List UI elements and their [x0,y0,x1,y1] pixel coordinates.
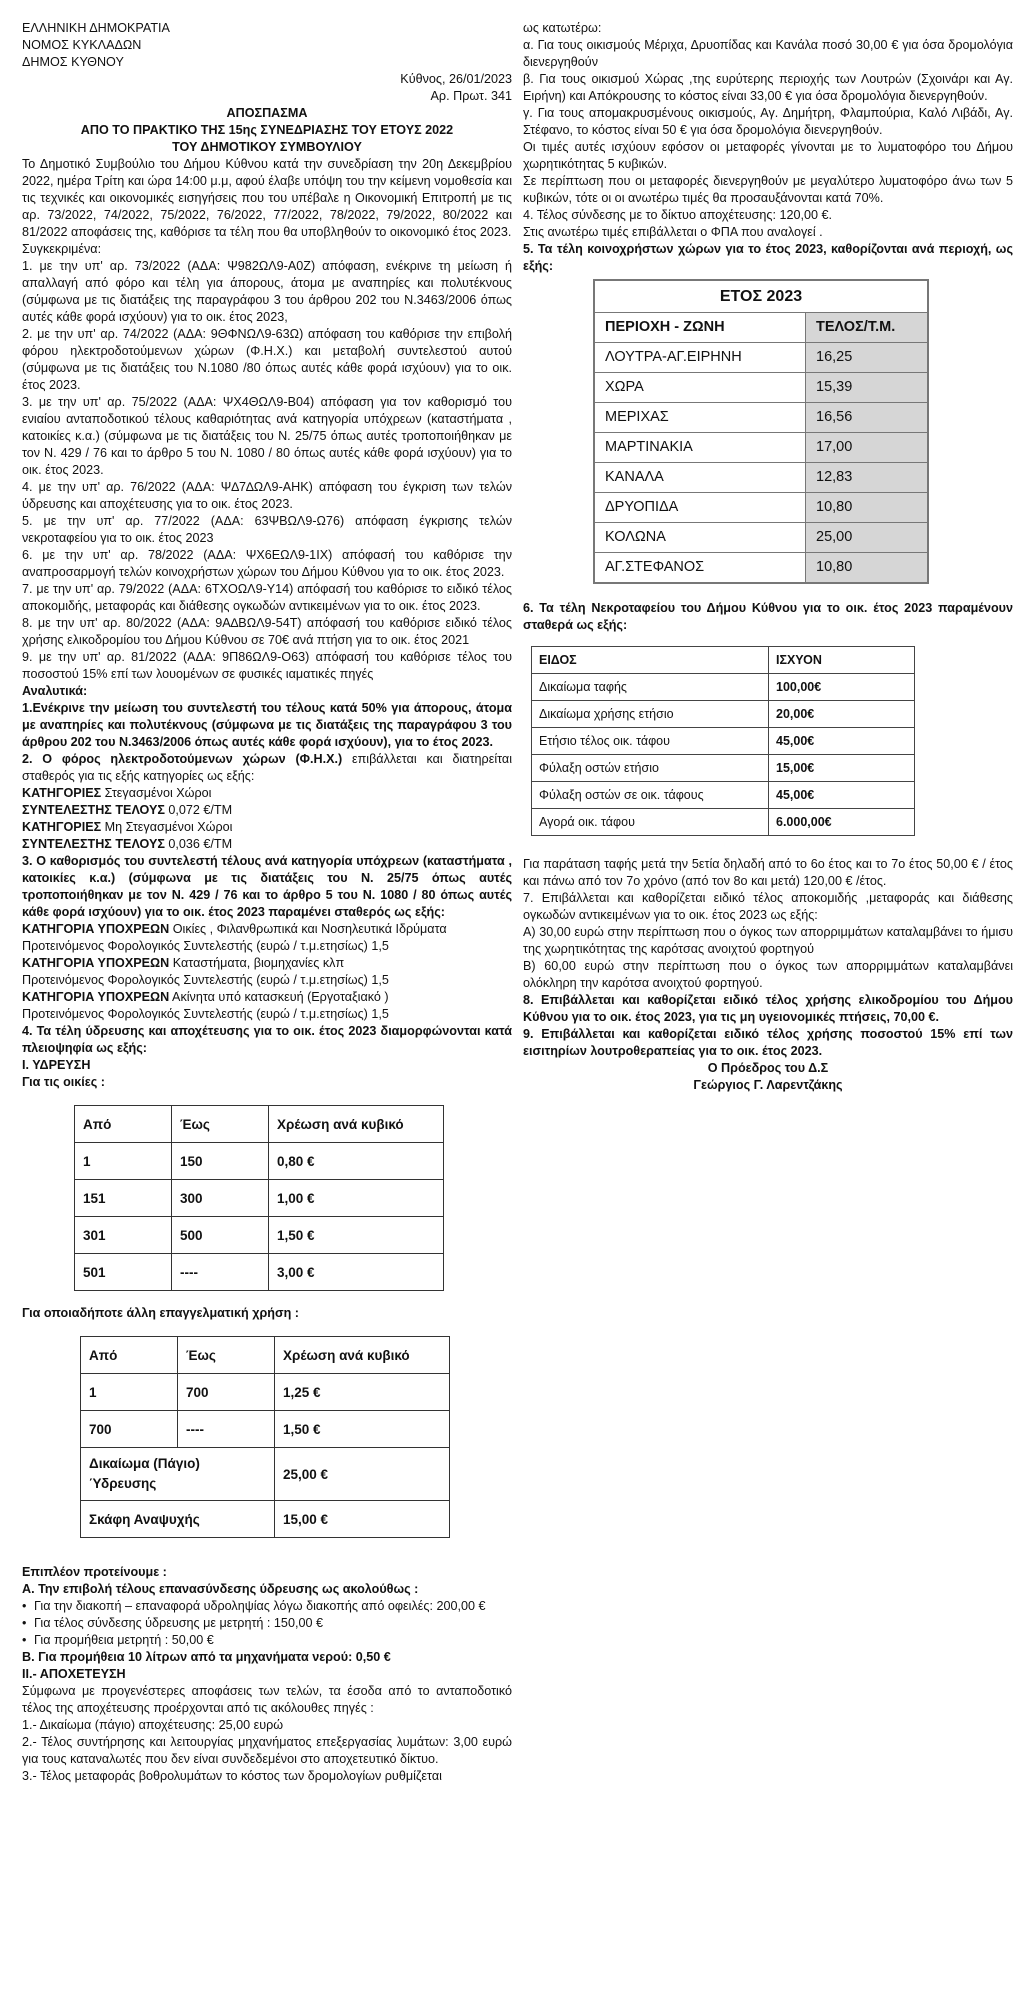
category-line [22,785,512,802]
area-fee: 12,83 [806,463,929,493]
common-areas-table [593,279,929,584]
table-row [594,553,928,584]
water-heading: Ι. ΥΔΡΕΥΣΗ [22,1058,91,1072]
sewer-route-b: β. Για τους οικισμού Χώρας ,της ευρύτερης περιοχής των Λουτρών (Σχοινάρι και Αγ. Ειρήνη) και Απόκρουσης το κόστος είναι 33,00 € για όσα δρομολόγια διενεργηθούν. [523,72,1013,103]
table-row [532,782,915,809]
table-row [594,343,928,373]
reconnect-item: • Για την διακοπή – επαναφορά υδροληψίας λόγω διακοπής από οφειλές: 200,00 € [22,1598,512,1615]
table-header-cell: Χρέωση ανά κυβικό [269,1106,444,1143]
area-name: ΚΑΝΑΛΑ [594,463,806,493]
table-cell: 1,25 € [275,1374,450,1411]
header-line-1: ΕΛΛΗΝΙΚΗ ΔΗΜΟΚΡΑΤΙΑ [22,21,170,35]
sewer-route-c: γ. Για τους απομακρυσμένους οικισμούς, Αγ. Δημήτρη, Φλαμπούρια, Καλό Λιβάδι, Αγ. Στέφανο, το κόστος είναι 50 € για όσα δρομολόγια διενεργηθούν. [523,106,1013,137]
fee-type: Αγορά οικ. τάφου [532,809,769,836]
also-propose: Επιπλέον προτείνουμε : [22,1565,167,1579]
sewer-route-a: α. Για τους οικισμούς Μέριχα, Δρυοπίδας και Κανάλα ποσό 30,00 € για όσα δρομολόγια διενεργηθούν [523,38,1013,69]
document-date: Κύθνος, 26/01/2023 [400,72,512,86]
reconnect-item: • Για τέλος σύνδεσης ύδρευσης με μετρητή : 150,00 € [22,1615,512,1632]
obligor-category [22,989,512,1006]
table-header-cell: ΤΕΛΟΣ/Τ.Μ. [806,313,929,343]
fixed-fee-label-line: Ύδρευσης [89,1476,157,1491]
area-name: ΚΟΛΩΝΑ [594,523,806,553]
signature-title: Ο Πρόεδρος του Δ.Σ [707,1061,829,1075]
continuation: ως κατωτέρω: [523,21,602,35]
intro-paragraph: Το Δημοτικό Συμβούλιο του Δήμου Κύθνου κατά την συνεδρίαση την 20η Δεκεμβρίου 2022, ημέρα Τρίτη και ώρα 14:00 μ.μ, αφού έλαβε υπόψη του την κείμενη νομοθεσία και τις τεχνικές και οικονομικές εισηγήσεις που του υπέβαλε η Οικονομική Επιτροπή με τις αρ. 73/2022, 74/2022, 75/2022, 76/2022, 77/2022, 78/2022, 79/2022, 80/2022 και 81/2022 αποφάσεις της, καθόρισε τα τέλη που θα υποβληθούν το οικονομικό έτος 2023. [22,157,512,239]
business-heading: Για οποιαδήποτε άλλη επαγγελματική χρήση : [22,1306,299,1320]
reconnect-heading: Α. Την επιβολή τέλους επανασύνδεσης ύδρευσης ως ακολούθως : [22,1582,419,1596]
table-cell: 3,00 € [269,1254,444,1291]
sewer-item: 3.- Τέλος μεταφοράς βοθρολυμάτων το κόστος των δρομολογίων ρυθμίζεται [22,1769,442,1783]
fixed-fee-label [81,1448,275,1501]
category-value: Μη Στεγασμένοι Χώροι [101,820,233,834]
table-header-cell: Από [81,1337,178,1374]
point-7: 7. Επιβάλλεται και καθορίζεται ειδικό τέλος αποκομιδής ,μεταφοράς και διάθεσης ογκωδών αντικειμένων για το οικ. έτος 2023 ως εξής: [523,891,1013,922]
decision-item: 7. με την υπ' αρ. 79/2022 (ΑΔΑ: 6ΤΧΟΩΛ9-Υ14) απόφασή του καθόρισε το ειδικό τέλος αποκομιδής, μεταφοράς και διάθεσης ογκωδών αντικειμένων για το οικ. έτος 2023. [22,582,512,613]
decision-item: 1. με την υπ' αρ. 73/2022 (ΑΔΑ: Ψ982ΩΛ9-Α0Ζ) απόφαση, ενέκρινε τη μείωση ή απαλλαγή από φόρο και τέλη για άπορους, άτομα με αναπηρίες και πολυτέκνους (σύμφωνα με τις διατάξεις της παραγράφου 3 του άρθρου 202 του Ν.3463/2006 όπως αυτές κάθε φορά ισχύουν) για το οικ. έτος 2023, [22,259,512,324]
point-2 [22,751,512,785]
table-row [75,1143,444,1180]
decision-item: 3. με την υπ' αρ. 75/2022 (ΑΔΑ: ΨΧ4ΘΩΛ9-Β04) απόφαση για τον καθορισμό του ενιαίου ανταποδοτικού τέλους καθαριότητας ανά κατηγορία υπόχρεων (καταστήματα , κατοικίες κ.α.) (σύμφωνα με τις διατάξεις του Ν. 25/75 όπως αυτές τροποποιήθηκαν με τον Ν. 429 / 76 και το άρθρο 5 του Ν. 1080 / 80 όπως αυτές κάθε φορά ισχύουν) για το οικ. έτος 2023. [22,395,512,477]
table-row [81,1374,450,1411]
fee-value: 6.000,00€ [769,809,915,836]
header-line-3: ΔΗΜΟΣ ΚΥΘΝΟΥ [22,55,124,69]
sewer-heading: ΙΙ.- ΑΠΟΧΕΤΕΥΣΗ [22,1667,126,1681]
obligor-coefficient: Προτεινόμενος Φορολογικός Συντελεστής (ευρώ / τ.μ.ετησίως) 1,5 [22,1007,389,1021]
table-header-cell: ΕΙΔΟΣ [532,647,769,674]
decision-item: 6. με την υπ' αρ. 78/2022 (ΑΔΑ: ΨΧ6ΕΩΛ9-1ΙΧ) απόφασή του καθόρισε την αναπροσαρμογή τελών κοινοχρήστων χώρων του Δήμου Κύθνου για το οικ. έτος 2023. [22,548,512,579]
table-cell: 150 [172,1143,269,1180]
table-row [532,809,915,836]
fixed-fee-label-line: Δικαίωμα (Πάγιο) [89,1456,200,1471]
table-row [81,1501,450,1538]
doc-title-3: ΤΟΥ ΔΗΜΟΤΙΚΟΥ ΣΥΜΒΟΥΛΙΟΥ [172,140,362,154]
point-1: 1.Ενέκρινε την μείωση του συντελεστή του τέλους κατά 50% για άπορους, άτομα με αναπηρίες και πολυτέκνους (σύμφωνα με τις διατάξεις της παραγράφου 3 του άρθρου 202 του Ν.3463/2006 όπως αυτές κάθε φορά ισχύουν), για το έτος 2023. [22,701,512,749]
point-7-b: Β) 60,00 ευρώ στην περίπτωση που ο όγκος των απορριμμάτων καταλαμβάνει ολόκληρη την καρότσα ανοιχτού φορτηγού. [523,959,1013,990]
table-row [81,1411,450,1448]
point-6: 6. Τα τέλη Νεκροταφείου του Δήμου Κύθνου για το οικ. έτος 2023 παραμένουν σταθερά ως εξής: [523,601,1013,632]
area-name: ΜΕΡΙΧΑΣ [594,403,806,433]
table-cell: 700 [81,1411,178,1448]
obligor-value: Ακίνητα υπό κατασκευή (Εργοταξιακό ) [169,990,389,1004]
reconnect-item: • Για προμήθεια μετρητή : 50,00 € [22,1632,512,1649]
category-line [22,819,512,836]
table-header-cell: ΙΣΧΥΟΝ [769,647,915,674]
table-cell: 1 [81,1374,178,1411]
point-8: 8. Επιβάλλεται και καθορίζεται ειδικό τέλος χρήσης ελικοδρομίου του Δήμου Κύθνου για το οικ. έτος 2023, για τις μη υγειονομικές πτήσεις, 70,00 €. [523,993,1013,1024]
table-row [532,674,915,701]
table-header-cell: ΠΕΡΙΟΧΗ - ΖΩΝΗ [594,313,806,343]
table-cell: 1,00 € [269,1180,444,1217]
table-row [75,1254,444,1291]
sewer-connection-fee: 4. Τέλος σύνδεσης με το δίκτυο αποχέτευσης: 120,00 €. [523,208,832,222]
fee-value: 20,00€ [769,701,915,728]
decision-item: 2. με την υπ' αρ. 74/2022 (ΑΔΑ: 9ΘΦΝΩΛ9-63Ω) απόφαση του καθόρισε την επιβολή φόρου ηλεκτροδοτούμενων χώρων (Φ.Η.Χ.) και μεταβολή συντελεστού αυτού (σύμφωνα με τις διατάξεις του Ν.1080 /80 όπως αυτές κάθε φορά ισχύουν) για το οικ. έτος 2023. [22,327,512,392]
area-name: ΜΑΡΤΙΝΑΚΙΑ [594,433,806,463]
table-cell: 500 [172,1217,269,1254]
obligor-category [22,921,512,938]
table-cell: ---- [172,1254,269,1291]
area-fee: 10,80 [806,553,929,584]
area-fee: 16,25 [806,343,929,373]
area-fee: 16,56 [806,403,929,433]
point-3: 3. Ο καθορισμός του συντελεστή τέλους ανά κατηγορία υπόχρεων (καταστήματα , κατοικίες κ.α.) (σύμφωνα με τις διατάξεις του Ν. 25/75 όπως αυτές τροποποιήθηκαν με τον Ν. 429 / 76 και το άρθρο 5 του Ν. 1080 / 80 όπως αυτές κάθε φορά ισχύουν) για το οικ. έτος 2023 παραμένει σταθερός ως εξής: [22,854,512,919]
table-cell: 301 [75,1217,172,1254]
area-name: ΔΡΥΟΠΙΔΑ [594,493,806,523]
doc-title-2: ΑΠΟ ΤΟ ΠΡΑΚΤΙΚΟ ΤΗΣ 15ης ΣΥΝΕΔΡΙΑΣΗΣ ΤΟΥ ΕΤΟΥΣ 2022 [80,123,454,137]
homes-water-table [74,1105,444,1291]
table-row [594,433,928,463]
area-fee: 10,80 [806,493,929,523]
obligor-label: ΚΑΤΗΓΟΡΙΑ ΥΠΟΧΡΕΩΝ [22,956,170,970]
coefficient-line [22,836,512,853]
fee-value: 100,00€ [769,674,915,701]
fee-type: Ετήσιο τέλος οικ. τάφου [532,728,769,755]
decision-item: 5. με την υπ' αρ. 77/2022 (ΑΔΑ: 63ΨΒΩΛ9-Ω76) απόφαση έγκρισης τελών νεκροταφείου για το οικ. έτος 2023 [22,514,512,545]
table-cell: 300 [172,1180,269,1217]
sewer-item: 2.- Τέλος συντήρησης και λειτουργίας μηχανήματος επεξεργασίας λυμάτων: 3,00 ευρώ για τους καταναλωτές που δεν είναι συνδεδεμένοι στο αποχετευτικό δίκτυο. [22,1735,512,1766]
obligor-coefficient: Προτεινόμενος Φορολογικός Συντελεστής (ευρώ / τ.μ.ετησίως) 1,5 [22,939,389,953]
fee-value: 45,00€ [769,782,915,809]
boat-label: Σκάφη Αναψυχής [81,1501,275,1538]
obligor-label: ΚΑΤΗΓΟΡΙΑ ΥΠΟΧΡΕΩΝ [22,922,170,936]
table-cell: 0,80 € [269,1143,444,1180]
doc-title-1: ΑΠΟΣΠΑΣΜΑ [226,106,308,120]
table-header-row [594,313,928,343]
coefficient-label: ΣΥΝΤΕΛΕΣΤΗΣ ΤΕΛΟΥΣ [22,803,165,817]
table-cell: 1,50 € [269,1217,444,1254]
table-row [594,463,928,493]
fee-value: 45,00€ [769,728,915,755]
table-row [594,523,928,553]
signature-name: Γεώργιος Γ. Λαρεντζάκης [693,1078,843,1092]
table-row [594,373,928,403]
water-machine-line: Β. Για προμήθεια 10 λίτρων από τα μηχανήματα νερού: 0,50 € [22,1650,391,1664]
right-column [523,20,1013,1094]
table-header-row [81,1337,450,1374]
coefficient-value: 0,072 €/ΤΜ [164,803,233,817]
point-2-rest: επιβάλλεται και διατηρείται σταθερός για τις εξής κατηγορίες ως εξής: [22,752,512,783]
obligor-category [22,955,512,972]
fee-type: Δικαίωμα ταφής [532,674,769,701]
table-header-cell: Χρέωση ανά κυβικό [275,1337,450,1374]
business-water-table [80,1336,450,1538]
obligor-label: ΚΑΤΗΓΟΡΙΑ ΥΠΟΧΡΕΩΝ [22,990,170,1004]
table-row [594,493,928,523]
point-9: 9. Επιβάλλεται και καθορίζεται ειδικό τέλος χρήσης ποσοστού 15% επί των εισιτηρίων λουτροθεραπείας για το οικ. έτος 2023. [523,1027,1013,1058]
table-row [532,755,915,782]
table-row [75,1180,444,1217]
table-header-cell: Έως [172,1106,269,1143]
burial-extension: Για παράταση ταφής μετά την 5ετία δηλαδή από το 6ο έτος και το 7ο έτος 50,00 € / έτος και πάνω από τον 7ο χρόνο (από τον 8ο και μετά) 120,00 € /έτος. [523,857,1013,888]
fee-value: 15,00€ [769,755,915,782]
area-fee: 15,39 [806,373,929,403]
table-cell: 1,50 € [275,1411,450,1448]
sewer-intro: Σύμφωνα με προγενέστερες αποφάσεις των τελών, τα έσοδα από το ανταποδοτικό τέλος της αποχέτευσης προέρχονται από τις ακόλουθες πηγές : [22,1684,512,1715]
summary-heading: Συγκεκριμένα: [22,242,102,256]
table-header-row [532,647,915,674]
table-cell: 501 [75,1254,172,1291]
fee-type: Φύλαξη οστών σε οικ. τάφους [532,782,769,809]
area-name: ΛΟΥΤΡΑ-ΑΓ.ΕΙΡΗΝΗ [594,343,806,373]
coefficient-line [22,802,512,819]
left-column [22,20,512,1785]
boat-value: 15,00 € [275,1501,450,1538]
decision-item: 8. με την υπ' αρ. 80/2022 (ΑΔΑ: 9Α∆ΒΩΛ9-54Τ) απόφασή του καθόρισε ειδικό τέλος χρήσης ελικοδρομίου του Δήμου Κύθνου σε 70€ ανά πτήση για το οικ. έτος 2021 [22,616,512,647]
area-name: ΑΓ.ΣΤΕΦΑΝΟΣ [594,553,806,584]
fee-type: Δικαίωμα χρήσης ετήσιο [532,701,769,728]
fee-type: Φύλαξη οστών ετήσιο [532,755,769,782]
table-header-row [75,1106,444,1143]
point-2-bold: 2. Ο φόρος ηλεκτροδοτούμενων χώρων (Φ.Η.Χ.) [22,752,343,766]
cemetery-fees-table [531,646,915,836]
table-row [532,701,915,728]
table-row [532,728,915,755]
point-4: 4. Τα τέλη ύδρευσης και αποχέτευσης για το οικ. έτος 2023 διαμορφώνονται κατά πλειοψηφία ως εξής: [22,1024,512,1055]
point-5: 5. Τα τέλη κοινοχρήστων χώρων για το έτος 2023, καθορίζονται ανά περιοχή, ως εξής: [523,242,1013,273]
table-cell: 700 [178,1374,275,1411]
sewer-note-2: Σε περίπτωση που οι μεταφορές διενεργηθούν με μεγαλύτερο λυματοφόρο άνω των 5 κυβικών, τότε οι οι ανωτέρω τιμές θα προσαυξάνονται κατά 70%. [523,174,1013,205]
obligor-value: Οικίες , Φιλανθρωπικά και Νοσηλευτικά Ιδρύματα [169,922,447,936]
header-line-2: ΝΟΜΟΣ ΚΥΚΛΑΔΩΝ [22,38,142,52]
vat-note: Στις ανωτέρω τιμές επιβάλλεται ο ΦΠΑ που αναλογεί . [523,225,823,239]
sewer-note-1: Οι τιμές αυτές ισχύουν εφόσον οι μεταφορές γίνονται με το λυματοφόρο του Δήμου χωρητικότητας 5 κυβικών. [523,140,1013,171]
table-cell: ---- [178,1411,275,1448]
obligor-value: Καταστήματα, βιομηχανίες κλπ [169,956,345,970]
protocol-number: Αρ. Πρωτ. 341 [430,89,512,103]
area-fee: 25,00 [806,523,929,553]
point-7-a: Α) 30,00 ευρώ στην περίπτωση που ο όγκος των απορριμμάτων καταλαμβάνει το ήμισυ της χωρητικότητας της καρότσας ανοιχτού φορτηγού [523,925,1013,956]
category-value: Στεγασμένοι Χώροι [101,786,212,800]
table-header-cell: Από [75,1106,172,1143]
table-year: ΕΤΟΣ 2023 [594,280,928,313]
category-label: ΚΑΤΗΓΟΡΙΕΣ [22,786,102,800]
coefficient-value: 0,036 €/ΤΜ [164,837,233,851]
area-name: ΧΩΡΑ [594,373,806,403]
table-row [75,1217,444,1254]
table-cell: 151 [75,1180,172,1217]
category-label: ΚΑΤΗΓΟΡΙΕΣ [22,820,102,834]
table-row [81,1448,450,1501]
area-fee: 17,00 [806,433,929,463]
coefficient-label: ΣΥΝΤΕΛΕΣΤΗΣ ΤΕΛΟΥΣ [22,837,165,851]
obligor-coefficient: Προτεινόμενος Φορολογικός Συντελεστής (ευρώ / τ.μ.ετησίως) 1,5 [22,973,389,987]
homes-heading: Για τις οικίες : [22,1075,106,1089]
decision-item: 4. με την υπ' αρ. 76/2022 (ΑΔΑ: Ψ∆7∆ΩΛ9-ΑΗΚ) απόφαση του έγκριση των τελών ύδρευσης και αποχέτευσης για το οικ. έτος 2023. [22,480,512,511]
sewer-item: 1.- Δικαίωμα (πάγιο) αποχέτευσης: 25,00 ευρώ [22,1718,284,1732]
table-cell: 1 [75,1143,172,1180]
decision-item: 9. με την υπ' αρ. 81/2022 (ΑΔΑ: 9Π86ΩΛ9-Ο63) απόφασή του καθόρισε τέλος του ποσοστού 15% επί των λουομένων σε φυσικές ιαματικές πηγές [22,650,512,681]
table-header-cell: Έως [178,1337,275,1374]
table-row [594,403,928,433]
fixed-fee-value: 25,00 € [275,1448,450,1501]
table-title-row [594,280,928,313]
analytics-heading: Αναλυτικά: [22,684,88,698]
